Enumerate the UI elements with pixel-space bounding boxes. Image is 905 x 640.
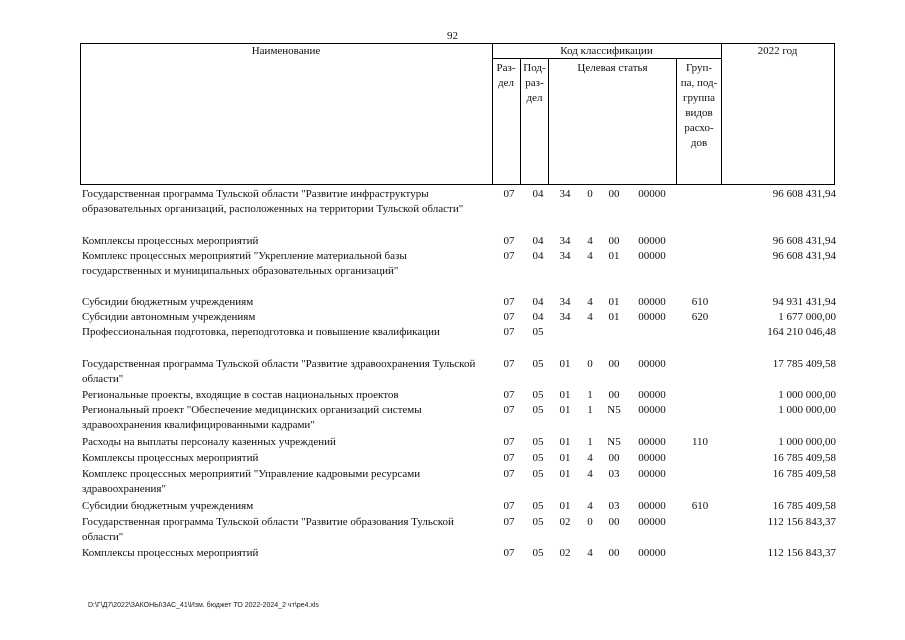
row-amount: 96 608 431,94 [772, 188, 836, 200]
row-group: 620 [691, 311, 709, 323]
row-name: Государственная программа Тульской области "Развитие здравоохранения Тульской области" [82, 358, 476, 385]
row-t2: 4 [587, 250, 593, 262]
row-t3: 03 [608, 500, 620, 512]
row-t3: 00 [608, 516, 620, 528]
row-t2: 1 [587, 404, 593, 416]
row-amount: 16 785 409,58 [772, 452, 836, 464]
row-t1: 01 [559, 389, 571, 401]
row-t1: 02 [559, 516, 571, 528]
row-name: Субсидии автономным учреждениям [82, 311, 256, 323]
row-t4: 00000 [638, 188, 666, 200]
row-t1: 34 [559, 188, 571, 200]
row-podrazdel: 04 [532, 311, 544, 323]
row-t3: 00 [608, 452, 620, 464]
row-razdel: 07 [503, 500, 515, 512]
row-amount: 96 608 431,94 [772, 250, 836, 262]
row-t4: 00000 [638, 358, 666, 370]
row-t3: 00 [608, 389, 620, 401]
row-podrazdel: 05 [532, 516, 544, 528]
page-number: 92 [447, 30, 458, 42]
row-razdel: 07 [503, 311, 515, 323]
row-name: Расходы на выплаты персоналу казенных учреждений [82, 436, 336, 448]
row-name: Субсидии бюджетным учреждениям [82, 500, 254, 512]
header-podrazdel: Под- раз- дел [523, 62, 546, 104]
file-path-footer: D:\Г\Д7\2022\ЗАКОНЫ\ЗАС_41\Изм. бюджет ТО 2022-2024_2 чт\ре4.xls [88, 602, 319, 609]
header-group: Груп- па, под- группа видов расхо- дов [680, 62, 718, 149]
row-amount: 164 210 046,48 [767, 326, 836, 338]
header-target: Целевая статья [577, 62, 648, 74]
row-t4: 00000 [638, 436, 666, 448]
row-amount: 1 000 000,00 [778, 389, 836, 401]
row-podrazdel: 05 [532, 436, 544, 448]
header-year: 2022 год [757, 45, 798, 57]
row-t4: 00000 [638, 296, 666, 308]
row-amount: 112 156 843,37 [767, 516, 836, 528]
row-t3: 00 [608, 358, 620, 370]
row-group: 610 [691, 500, 709, 512]
row-name: Комплексы процессных мероприятий [82, 547, 259, 559]
table-header [80, 43, 835, 185]
row-razdel: 07 [503, 188, 515, 200]
row-amount: 1 677 000,00 [778, 311, 836, 323]
row-t1: 34 [559, 235, 571, 247]
row-t2: 4 [587, 468, 593, 480]
row-t2: 0 [587, 358, 593, 370]
row-name: Комплексы процессных мероприятий [82, 235, 259, 247]
row-t4: 00000 [638, 500, 666, 512]
row-t2: 1 [587, 389, 593, 401]
row-amount: 17 785 409,58 [772, 358, 836, 370]
row-t4: 00000 [638, 250, 666, 262]
row-name: Субсидии бюджетным учреждениям [82, 296, 254, 308]
row-amount: 16 785 409,58 [772, 500, 836, 512]
row-name: Комплекс процессных мероприятий "Укрепление материальной базы государственных и муниципальных образовательных организаций" [82, 250, 407, 277]
row-t1: 34 [559, 250, 571, 262]
row-razdel: 07 [503, 296, 515, 308]
row-razdel: 07 [503, 452, 515, 464]
row-t2: 4 [587, 500, 593, 512]
row-t2: 4 [587, 296, 593, 308]
row-t4: 00000 [638, 468, 666, 480]
row-group: 610 [691, 296, 709, 308]
row-t2: 1 [587, 436, 593, 448]
row-t3: 00 [608, 547, 620, 559]
row-t2: 4 [587, 452, 593, 464]
row-t1: 01 [559, 436, 571, 448]
row-name: Комплекс процессных мероприятий "Управление кадровыми ресурсами здравоохранения" [82, 468, 421, 495]
row-t3: N5 [607, 404, 621, 416]
row-t1: 34 [559, 311, 571, 323]
row-t3: 00 [608, 188, 620, 200]
row-t1: 02 [559, 547, 571, 559]
row-name: Региональный проект "Обеспечение медицинских организаций системы здравоохранения квалифицированными кадрами" [82, 404, 422, 431]
row-t4: 00000 [638, 452, 666, 464]
row-amount: 1 000 000,00 [778, 404, 836, 416]
row-t4: 00000 [638, 235, 666, 247]
row-t1: 01 [559, 358, 571, 370]
row-amount: 94 931 431,94 [772, 296, 836, 308]
row-podrazdel: 05 [532, 404, 544, 416]
row-group: 110 [691, 436, 709, 448]
row-t1: 01 [559, 452, 571, 464]
header-code: Код классификации [560, 45, 653, 57]
row-amount: 112 156 843,37 [767, 547, 836, 559]
row-t4: 00000 [638, 404, 666, 416]
row-razdel: 07 [503, 250, 515, 262]
row-t2: 4 [587, 311, 593, 323]
row-t2: 4 [587, 547, 593, 559]
row-razdel: 07 [503, 358, 515, 370]
row-razdel: 07 [503, 516, 515, 528]
row-razdel: 07 [503, 404, 515, 416]
row-t2: 0 [587, 516, 593, 528]
row-podrazdel: 04 [532, 296, 544, 308]
row-razdel: 07 [503, 547, 515, 559]
row-t1: 01 [559, 468, 571, 480]
row-t3: 00 [608, 235, 620, 247]
row-t1: 34 [559, 296, 571, 308]
row-t2: 4 [587, 235, 593, 247]
row-razdel: 07 [503, 235, 515, 247]
row-podrazdel: 05 [532, 326, 544, 338]
row-t3: 01 [608, 296, 620, 308]
row-razdel: 07 [503, 468, 515, 480]
row-t4: 00000 [638, 389, 666, 401]
row-name: Государственная программа Тульской области "Развитие инфраструктуры образовательных организаций, расположенных на территории Тульской области" [82, 188, 464, 215]
row-t4: 00000 [638, 547, 666, 559]
header-name: Наименование [251, 45, 321, 57]
row-podrazdel: 04 [532, 235, 544, 247]
row-t3: N5 [607, 436, 621, 448]
row-razdel: 07 [503, 326, 515, 338]
row-razdel: 07 [503, 389, 515, 401]
row-podrazdel: 05 [532, 547, 544, 559]
row-podrazdel: 05 [532, 468, 544, 480]
row-podrazdel: 05 [532, 500, 544, 512]
row-name: Профессиональная подготовка, переподготовка и повышение квалификации [82, 326, 440, 338]
row-t4: 00000 [638, 516, 666, 528]
row-podrazdel: 05 [532, 389, 544, 401]
row-razdel: 07 [503, 436, 515, 448]
row-amount: 96 608 431,94 [772, 235, 836, 247]
row-name: Государственная программа Тульской области "Развитие образования Тульской области" [82, 516, 454, 543]
row-podrazdel: 05 [532, 452, 544, 464]
row-podrazdel: 04 [532, 250, 544, 262]
row-t3: 03 [608, 468, 620, 480]
row-name: Комплексы процессных мероприятий [82, 452, 259, 464]
row-t4: 00000 [638, 311, 666, 323]
row-podrazdel: 04 [532, 188, 544, 200]
row-t3: 01 [608, 250, 620, 262]
row-amount: 1 000 000,00 [778, 436, 836, 448]
row-t1: 01 [559, 404, 571, 416]
row-t2: 0 [587, 188, 593, 200]
row-podrazdel: 05 [532, 358, 544, 370]
row-t3: 01 [608, 311, 620, 323]
header-razdel: Раз- дел [496, 62, 516, 89]
row-name: Региональные проекты, входящие в состав национальных проектов [82, 389, 399, 401]
row-t1: 01 [559, 500, 571, 512]
row-amount: 16 785 409,58 [772, 468, 836, 480]
